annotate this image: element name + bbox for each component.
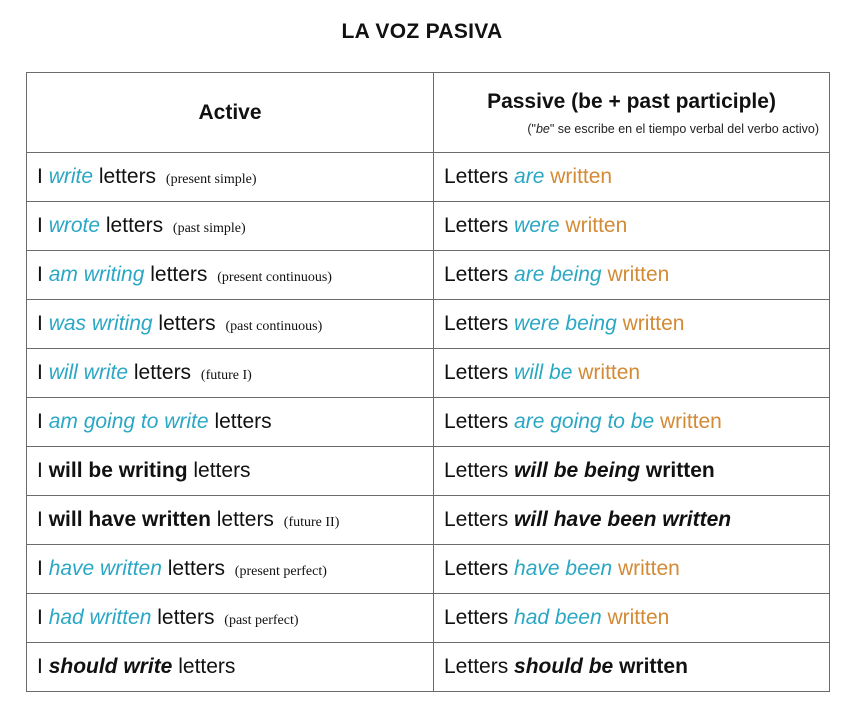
- table-row: [27, 202, 830, 251]
- passive-cell: [434, 202, 830, 251]
- passive-header-label: Passive (be + past participle): [487, 89, 776, 113]
- table-row: [27, 398, 830, 447]
- active-object: letters: [214, 410, 272, 433]
- active-object: letters: [178, 655, 236, 678]
- active-subject: I: [37, 459, 43, 482]
- page-title: LA VOZ PASIVA: [341, 20, 503, 43]
- passive-participle: written: [622, 312, 685, 335]
- passive-auxiliary: will have been written: [514, 508, 732, 531]
- active-verb: was writing: [48, 312, 153, 335]
- active-object: letters: [150, 263, 208, 286]
- passive-subject: Letters: [444, 606, 509, 629]
- passive-auxiliary: had been: [514, 606, 602, 629]
- active-cell: [27, 496, 434, 545]
- tense-label: (past simple): [172, 221, 246, 236]
- active-verb: am writing: [48, 263, 145, 286]
- active-verb: will have written: [48, 508, 211, 531]
- active-verb: write: [48, 165, 94, 188]
- passive-subject: Letters: [444, 508, 509, 531]
- active-cell: [27, 545, 434, 594]
- passive-auxiliary: should be: [514, 655, 614, 678]
- active-object: letters: [216, 508, 274, 531]
- table-row: [27, 349, 830, 398]
- active-subject: I: [37, 312, 43, 335]
- tense-label: (present simple): [165, 172, 257, 187]
- passive-auxiliary: were: [514, 214, 560, 237]
- passive-subject: Letters: [444, 263, 509, 286]
- passive-cell: [434, 251, 830, 300]
- passive-participle: written: [607, 606, 670, 629]
- table-row: [27, 447, 830, 496]
- note-open: (": [527, 121, 536, 136]
- active-subject: I: [37, 655, 43, 678]
- passive-subject: Letters: [444, 655, 509, 678]
- voice-table: [26, 72, 830, 692]
- active-subject: I: [37, 508, 43, 531]
- passive-cell: [434, 496, 830, 545]
- passive-subject: Letters: [444, 165, 509, 188]
- table-row: [27, 496, 830, 545]
- passive-cell: [434, 398, 830, 447]
- active-verb: will write: [48, 361, 129, 384]
- passive-participle: written: [617, 557, 680, 580]
- tense-label: (present perfect): [234, 564, 327, 579]
- active-object: letters: [167, 557, 225, 580]
- active-object: letters: [105, 214, 164, 237]
- note-rest: " se escribe en el tiempo verbal del verbo activo): [549, 121, 819, 136]
- active-cell: [27, 447, 434, 496]
- active-cell: [27, 300, 434, 349]
- active-cell: [27, 398, 434, 447]
- passive-participle: written: [565, 214, 628, 237]
- table-row: [27, 643, 830, 692]
- passive-participle: written: [550, 165, 613, 188]
- active-verb: should write: [48, 655, 173, 678]
- active-subject: I: [37, 410, 43, 433]
- active-subject: I: [37, 557, 43, 580]
- passive-auxiliary: are going to be: [514, 410, 655, 433]
- passive-cell: [434, 349, 830, 398]
- passive-subject: Letters: [444, 361, 509, 384]
- active-cell: [27, 594, 434, 643]
- active-cell: [27, 202, 434, 251]
- tense-label: (past perfect): [224, 613, 299, 628]
- active-subject: I: [37, 165, 43, 188]
- active-verb: will be writing: [48, 459, 188, 482]
- active-subject: I: [37, 606, 43, 629]
- passive-cell: [434, 300, 830, 349]
- passive-auxiliary: will be: [514, 361, 573, 384]
- active-subject: I: [37, 214, 43, 237]
- active-verb: have written: [48, 557, 162, 580]
- active-object: letters: [158, 312, 216, 335]
- passive-header: [434, 73, 830, 153]
- passive-cell: [434, 545, 830, 594]
- passive-cell: [434, 643, 830, 692]
- active-verb: had written: [48, 606, 152, 629]
- active-cell: [27, 251, 434, 300]
- tense-label: (future II): [283, 515, 340, 530]
- passive-cell: [434, 153, 830, 202]
- active-header: Active: [27, 73, 434, 153]
- tense-label: (future I): [200, 368, 252, 383]
- table-row: [27, 300, 830, 349]
- active-verb: am going to write: [48, 410, 209, 433]
- passive-cell: [434, 447, 830, 496]
- table-row: [27, 251, 830, 300]
- note-be: be: [535, 121, 550, 136]
- table-row: [27, 545, 830, 594]
- active-verb: wrote: [48, 214, 101, 237]
- active-cell: [27, 643, 434, 692]
- passive-auxiliary: are: [514, 165, 545, 188]
- passive-auxiliary: will be being: [514, 459, 641, 482]
- passive-subject: Letters: [444, 557, 509, 580]
- active-object: letters: [157, 606, 215, 629]
- active-object: letters: [193, 459, 251, 482]
- active-cell: [27, 153, 434, 202]
- passive-participle: written: [660, 410, 722, 433]
- passive-subject: Letters: [444, 459, 509, 482]
- passive-subject: Letters: [444, 312, 509, 335]
- passive-participle: written: [619, 655, 688, 678]
- active-subject: I: [37, 263, 43, 286]
- active-subject: I: [37, 361, 43, 384]
- passive-auxiliary: are being: [514, 263, 602, 286]
- passive-cell: [434, 594, 830, 643]
- table-row: [27, 153, 830, 202]
- table-header-row: [27, 73, 830, 153]
- tense-label: (past continuous): [225, 319, 323, 334]
- passive-participle: written: [578, 361, 641, 384]
- passive-subject: Letters: [444, 214, 509, 237]
- tense-label: (present continuous): [217, 270, 332, 285]
- active-object: letters: [133, 361, 192, 384]
- passive-subject: Letters: [444, 410, 509, 433]
- active-cell: [27, 349, 434, 398]
- passive-header-note: [444, 122, 819, 136]
- passive-participle: written: [607, 263, 670, 286]
- passive-participle: written: [645, 459, 715, 482]
- active-object: letters: [98, 165, 157, 188]
- passive-auxiliary: have been: [514, 557, 613, 580]
- table-row: [27, 594, 830, 643]
- passive-auxiliary: were being: [514, 312, 617, 335]
